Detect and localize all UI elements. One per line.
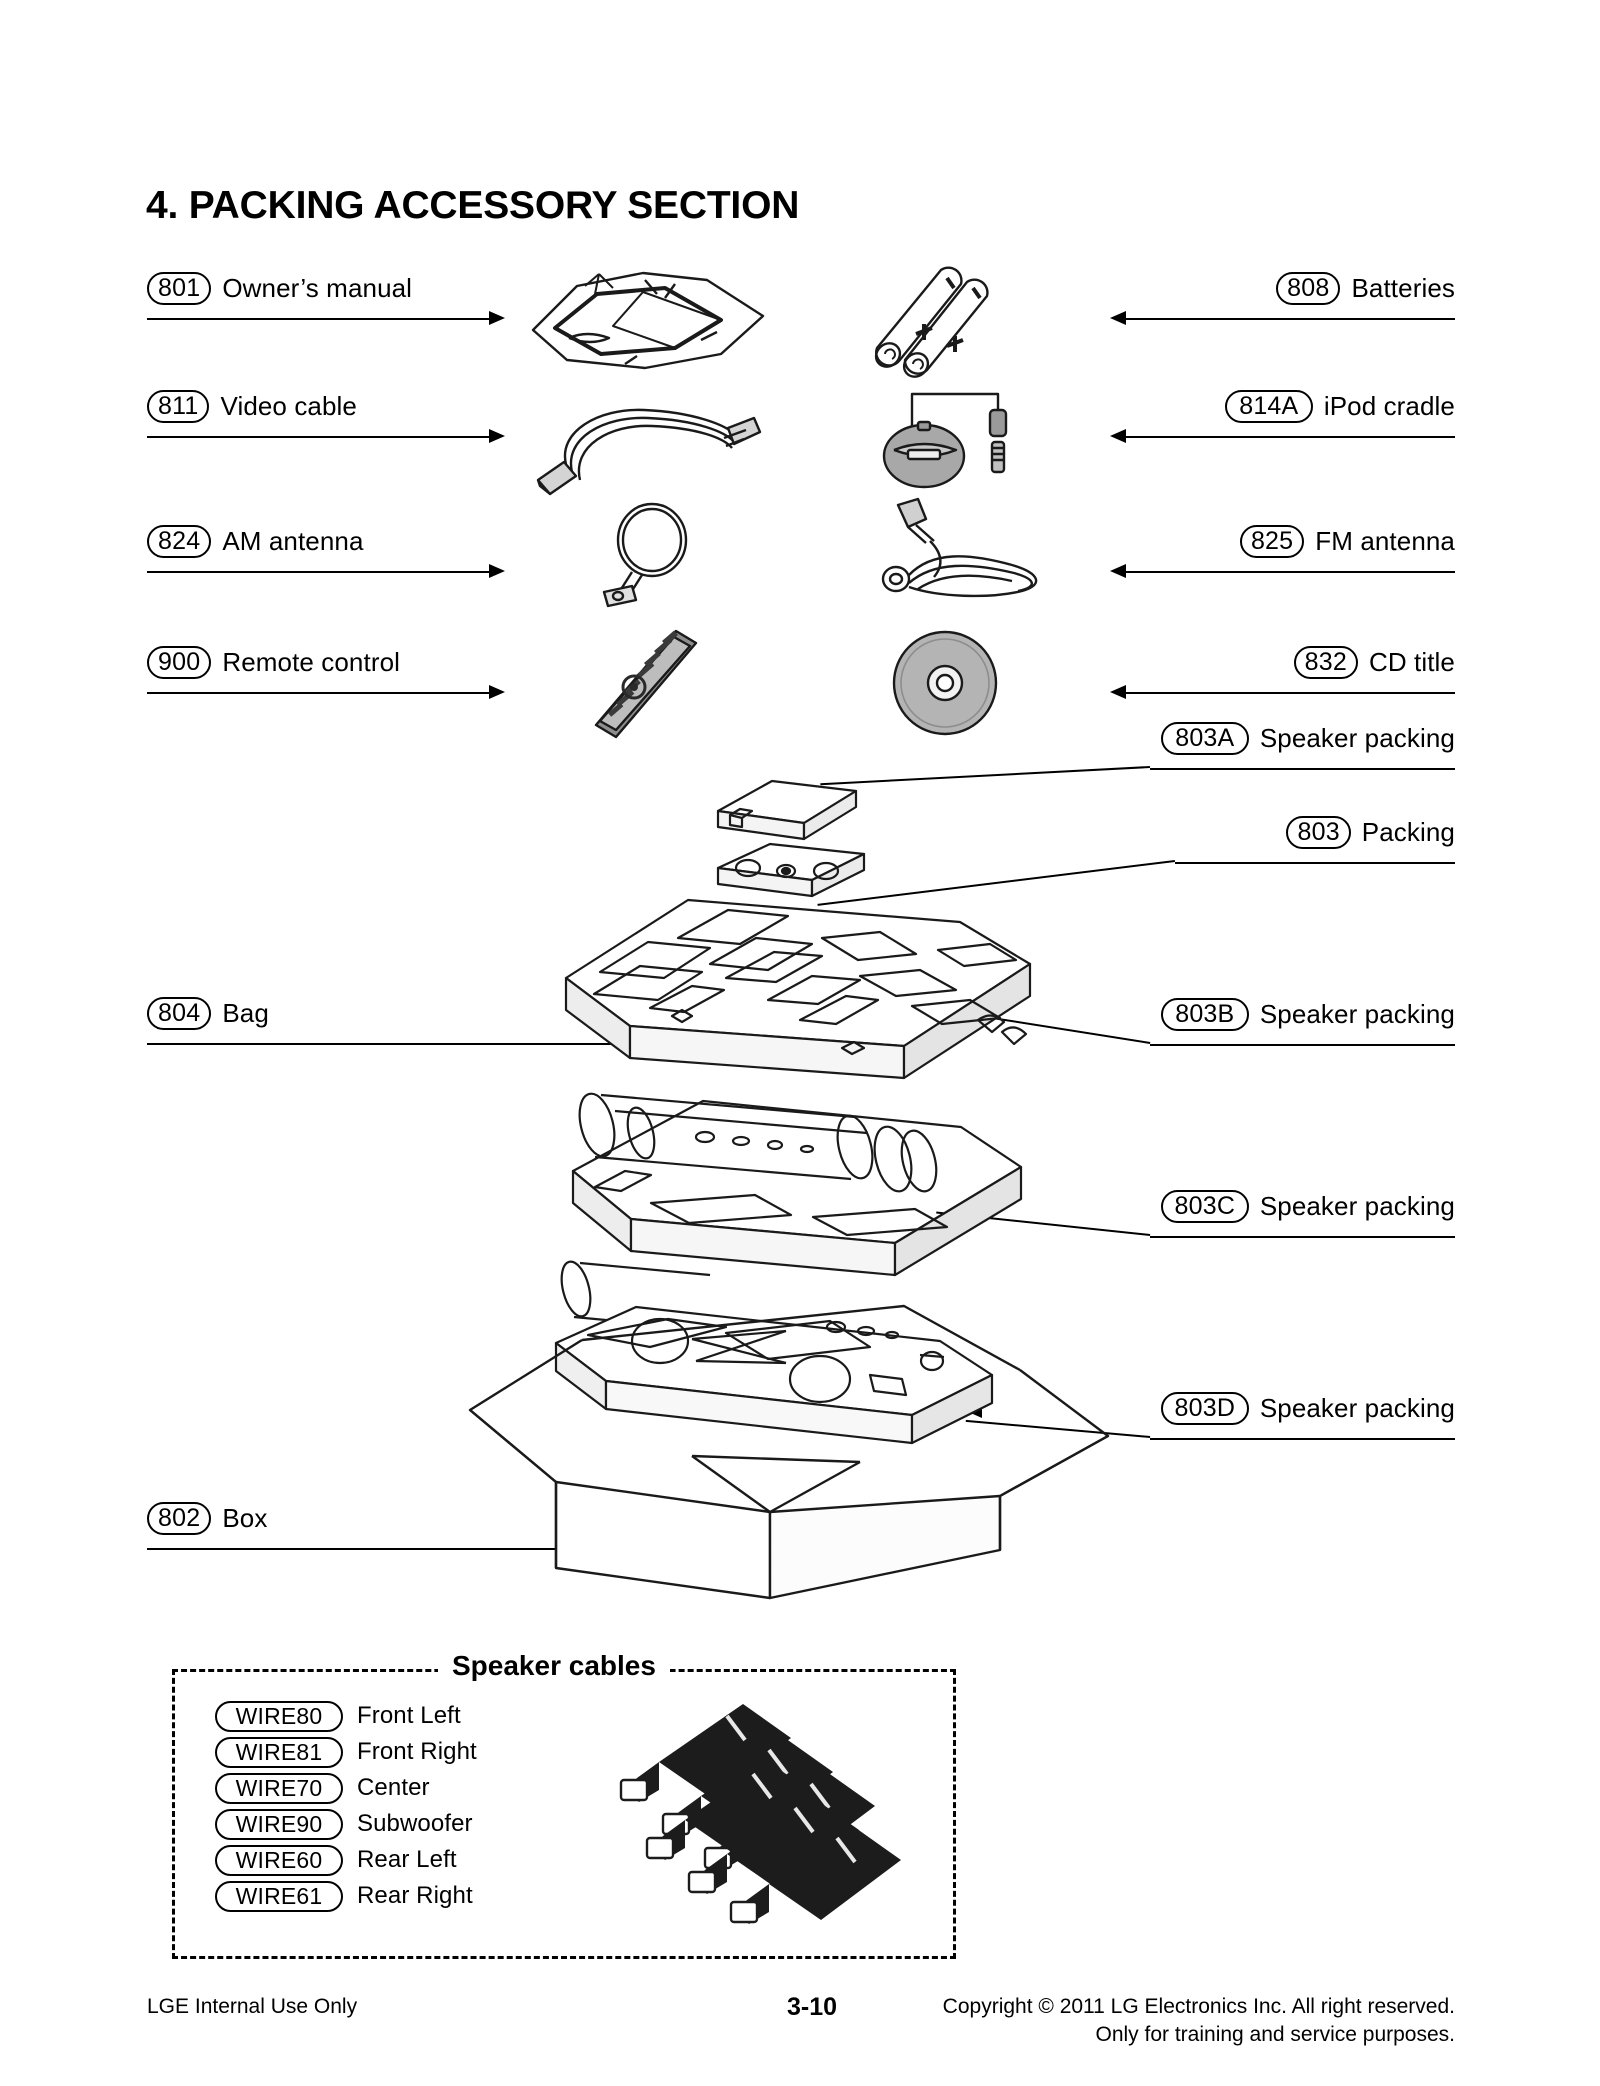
callout-803B[interactable] [1161,998,1455,1031]
callout-825[interactable] [1240,525,1455,558]
part-label: iPod cradle [1323,391,1455,421]
leader-line-900 [147,692,491,694]
callout-900[interactable] [147,646,400,679]
arrowhead-808 [1110,311,1126,325]
arrowhead-801 [489,311,505,325]
callout-803D[interactable] [1161,1392,1455,1425]
part-label: Speaker packing [1259,1191,1455,1221]
ipod-cradle-illustration [880,388,1050,498]
callout-803C[interactable] [1161,1190,1455,1223]
am-antenna-illustration [590,500,710,610]
part-badge: 802 [147,1502,211,1535]
part-label: Packing [1361,817,1455,847]
leader-line-803 [1175,862,1455,864]
wire-row[interactable] [215,1770,477,1806]
arrowhead-824 [489,564,505,578]
footer-internal-use-note: LGE Internal Use Only [147,1995,358,2018]
part-badge: 814A [1225,390,1313,423]
box-illustration [460,1250,1120,1600]
cd-title-illustration [890,628,1000,738]
leader-line-808 [1126,318,1455,320]
wire-badge: WIRE90 [215,1809,343,1840]
arrowhead-814A [1110,429,1126,443]
leader-line-804 [147,1043,615,1045]
upper-packing-tray-illustration [560,860,1040,1090]
part-label: Batteries [1351,273,1455,303]
arrowhead-825 [1110,564,1126,578]
part-badge: 900 [147,646,211,679]
page-number: 3-10 [787,1993,838,2021]
leader-line-825 [1126,571,1455,573]
page-title: 4. PACKING ACCESSORY SECTION [146,184,800,227]
leader-line-803B [1150,1044,1455,1046]
wire-badge: WIRE61 [215,1881,343,1912]
wire-label: Front Right [357,1738,477,1765]
video-cable-illustration [528,392,758,502]
part-label: Speaker packing [1259,999,1455,1029]
part-label: Bag [222,998,269,1028]
leader-line-811 [147,436,491,438]
callout-832[interactable] [1294,646,1455,679]
part-label: Box [222,1503,268,1533]
wire-list [215,1698,477,1914]
leader-line-803C [1150,1236,1455,1238]
leader-line-801 [147,318,491,320]
part-badge: 824 [147,525,211,558]
arrowhead-832 [1110,685,1126,699]
remote-control-illustration [570,625,720,745]
arrowhead-811 [489,429,505,443]
footer-copyright [943,1993,1455,2050]
part-label: Owner’s manual [222,273,413,303]
wire-label: Subwoofer [357,1810,473,1837]
callout-803[interactable] [1286,816,1455,849]
callout-804[interactable] [147,997,269,1030]
wire-label: Rear Left [357,1846,457,1873]
callout-824[interactable] [147,525,364,558]
leader-line-832 [1126,692,1455,694]
copyright-line-2: Only for training and service purposes. [1095,2023,1455,2047]
leader-line-814A [1126,436,1455,438]
callout-814A[interactable] [1225,390,1455,423]
fm-antenna-illustration [872,495,1052,605]
wire-row[interactable] [215,1698,477,1734]
callout-803A[interactable] [1161,722,1455,755]
leader-line-803D [1150,1438,1455,1440]
part-badge: 803 [1286,816,1350,849]
copyright-line-1: Copyright © 2011 LG Electronics Inc. All right reserved. [942,1995,1455,2018]
part-label: Speaker packing [1259,1393,1455,1423]
part-label: Video cable [220,391,357,421]
leader-diagonal-803A [820,766,1150,785]
part-label: Speaker packing [1259,723,1455,753]
leader-line-803A [1150,768,1455,770]
part-badge: 804 [147,997,211,1030]
wire-badge: WIRE60 [215,1845,343,1876]
callout-811[interactable] [147,390,357,423]
owners-manual-illustration [525,268,775,373]
wire-badge: WIRE80 [215,1701,343,1732]
wire-row[interactable] [215,1734,477,1770]
wire-label: Rear Right [357,1882,473,1909]
part-badge: 803B [1161,998,1249,1031]
part-label: Remote control [222,647,401,677]
part-badge: 811 [147,390,209,423]
batteries-illustration [855,262,995,372]
callout-808[interactable] [1276,272,1455,305]
part-badge: 832 [1294,646,1358,679]
part-badge: 801 [147,272,211,305]
wire-row[interactable] [215,1878,477,1914]
part-badge: 803D [1161,1392,1249,1425]
wire-row[interactable] [215,1842,477,1878]
part-badge: 803A [1161,722,1249,755]
speaker-cables-title: Speaker cables [438,1650,670,1682]
part-badge: 808 [1276,272,1340,305]
part-label: FM antenna [1315,526,1455,556]
wire-badge: WIRE70 [215,1773,343,1804]
wire-label: Front Left [357,1702,461,1729]
callout-802[interactable] [147,1502,267,1535]
part-label: AM antenna [222,526,364,556]
wire-label: Center [357,1774,430,1801]
speaker-cables-illustration [615,1694,935,1944]
wire-row[interactable] [215,1806,477,1842]
page-footer [0,1995,1600,2085]
part-badge: 825 [1240,525,1304,558]
speaker-cables-panel [172,1669,956,1959]
part-label: CD title [1368,647,1455,677]
arrowhead-900 [489,685,505,699]
leader-line-824 [147,571,491,573]
callout-801[interactable] [147,272,412,305]
wire-badge: WIRE81 [215,1737,343,1768]
part-badge: 803C [1161,1190,1249,1223]
